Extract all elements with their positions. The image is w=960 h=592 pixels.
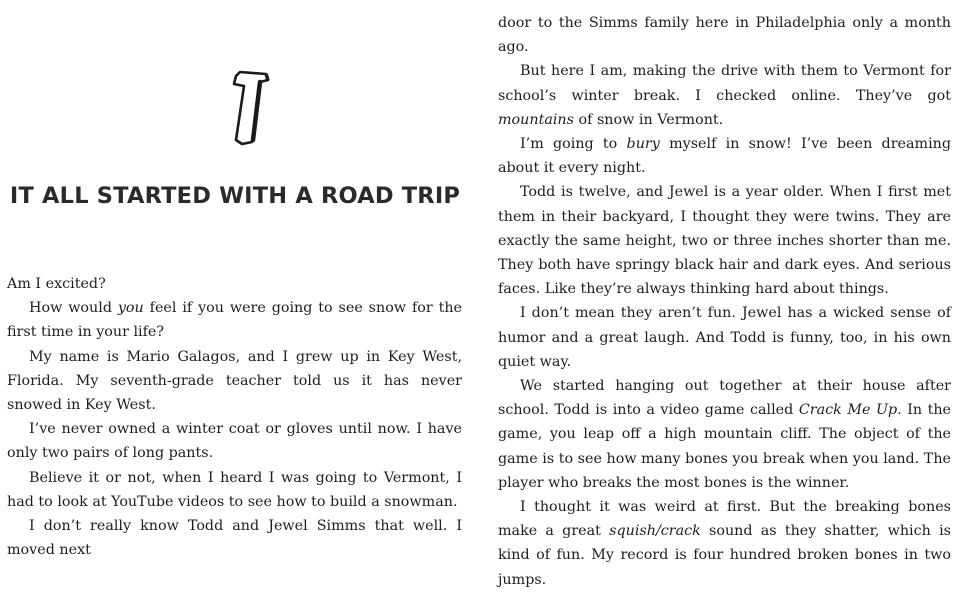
text-run: of snow in Vermont. <box>573 111 724 128</box>
paragraph <box>498 132 951 180</box>
text-run: I don’t really know Todd and Jewel Simms that well. I moved next <box>7 518 462 559</box>
italic-text: squish/crack <box>609 523 701 540</box>
text-run: Todd is twelve, and Jewel is a year older. When I first met them in their backyard, I thought they were twins. They are exactly the same height, two or three inches shorter than me. They both have springy black hair and dark eyes. And serious faces. Like they’re always thinking hard about things. <box>498 184 951 298</box>
paragraph <box>498 495 951 592</box>
italic-text: you <box>117 300 144 317</box>
right-page <box>490 0 954 588</box>
paragraph <box>498 59 951 132</box>
italic-text: mountains <box>498 111 574 128</box>
left-page <box>0 0 470 559</box>
paragraph <box>7 514 462 562</box>
text-run: door to the Simms family here in Philadelphia only a month ago. <box>498 15 951 56</box>
text-run: I don’t mean they aren’t fun. Jewel has a wicked sense of humor and a great laugh. And Todd is funny, too, in his own quiet way. <box>498 305 951 370</box>
text-run: We started hanging out together at their house after school. Todd is into a video game called <box>498 378 951 419</box>
paragraph <box>7 466 462 514</box>
chapter-title: IT ALL STARTED WITH A ROAD TRIP <box>9 183 461 209</box>
paragraph <box>498 374 951 495</box>
text-run: Believe it or not, when I heard I was going to Vermont, I had to look at YouTube videos to see how to build a snowman. <box>7 469 462 510</box>
text-run: I’m going to <box>520 136 627 153</box>
text-run: myself in snow! I’ve been dreaming about it every night. <box>498 136 951 177</box>
text-run: Am I excited? <box>7 276 106 292</box>
left-body-text <box>7 272 462 562</box>
text-run: feel if you were going to see snow for the first time in your life? <box>7 300 462 341</box>
italic-text: Crack Me Up <box>798 402 898 419</box>
paragraph <box>7 296 462 344</box>
text-run: sound as they shatter, which is kind of fun. My record is four hundred broken bones in two jumps. <box>498 523 951 588</box>
chapter-number <box>226 68 276 148</box>
paragraph <box>498 180 951 301</box>
text-run: I’ve never owned a winter coat or gloves until now. I have only two pairs of long pants. <box>7 421 462 462</box>
paragraph <box>7 272 462 296</box>
paragraph <box>498 11 951 59</box>
paragraph <box>7 345 462 418</box>
text-run: I thought it was weird at first. But the breaking bones make a great <box>498 499 951 540</box>
text-run: But here I am, making the drive with them to Vermont for school’s winter break. I checked online. They’ve got <box>498 63 951 104</box>
right-body-text <box>498 11 951 592</box>
text-run: My name is Mario Galagos, and I grew up in Key West, Florida. My seventh-grade teacher told us it has never snowed in Key West. <box>7 348 462 414</box>
text-run: How would <box>29 300 118 317</box>
paragraph <box>498 301 951 374</box>
italic-text: bury <box>626 136 660 153</box>
text-run: . In the game, you leap off a high mountain cliff. The object of the game is to see how many bones you break when you land. The player who breaks the most bones is the winner. <box>498 402 952 491</box>
paragraph <box>7 417 462 465</box>
